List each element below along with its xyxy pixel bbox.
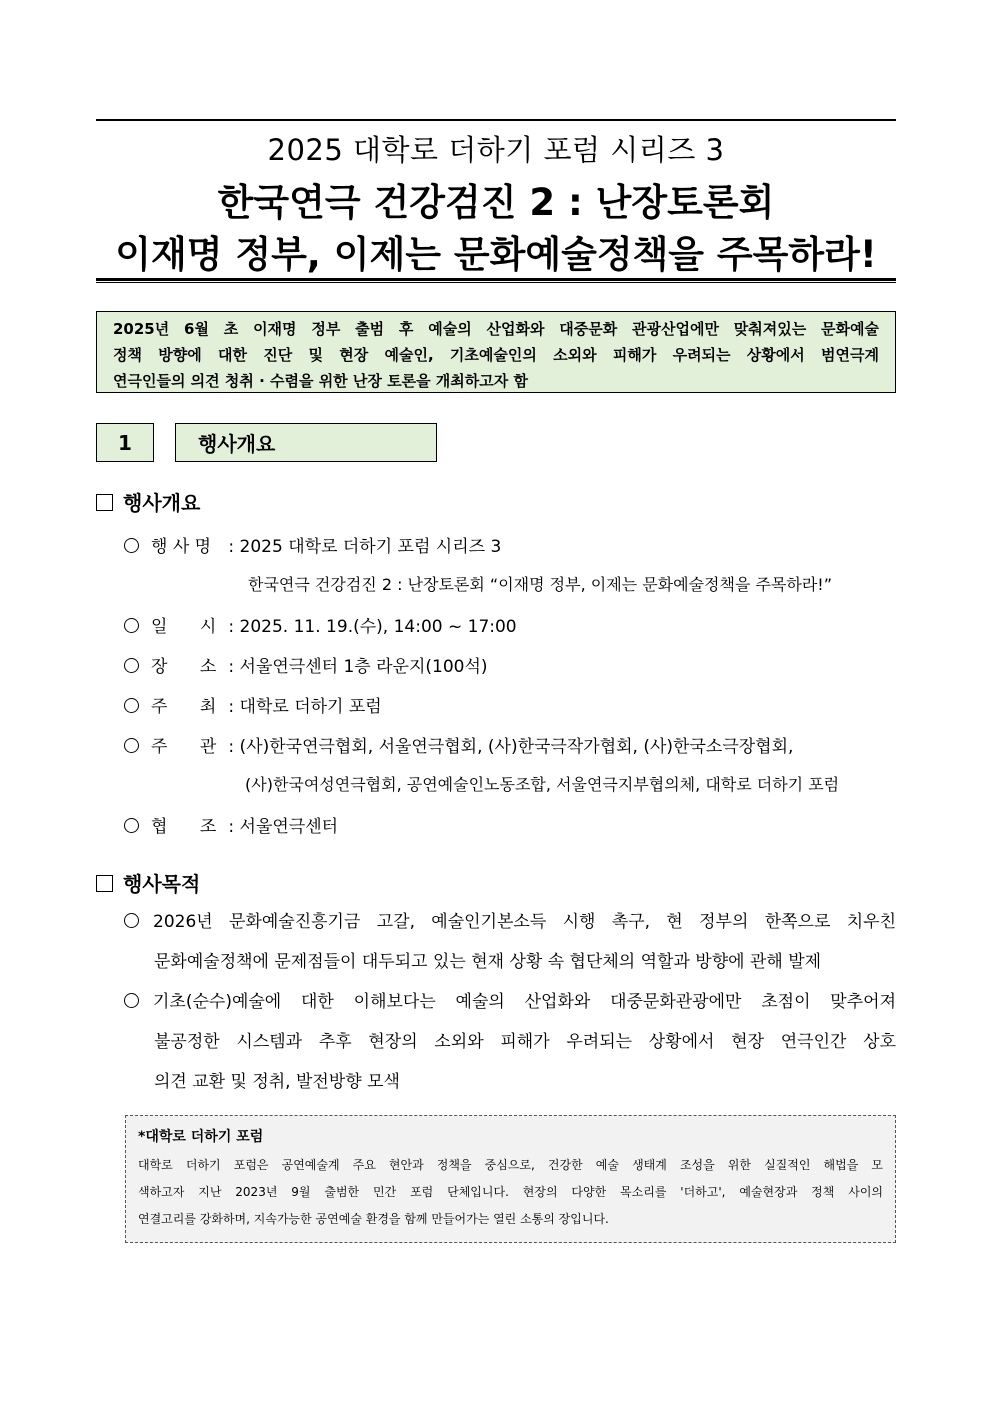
overview-item-support: 협 조 : 서울연극센터 xyxy=(124,812,338,837)
purpose-paragraph-1: 2026년 문화예술진흥기금 고갈, 예술인기본소득 시행 촉구, 현 정부의 한쪽으로 치우친 문화예술정책에 문제점들이 대두되고 있는 현재 상황 속 협단체의 역할과 방향에 관해 발제 xyxy=(124,902,896,982)
main-title: 한국연극 건강검진 2 : 난장토론회 xyxy=(217,181,775,224)
circle-bullet-icon xyxy=(124,538,139,553)
checkbox-square-icon xyxy=(96,494,113,511)
top-rule xyxy=(96,119,896,121)
sub-title: 이재명 정부, 이제는 문화예술정책을 주목하라! xyxy=(115,233,877,276)
overview-item-host: 주 최 : 대학로 더하기 포럼 xyxy=(124,692,382,717)
purpose-paragraph-2: 기초(순수)예술에 대한 이해보다는 예술의 산업화와 대중문화관광에만 초점이 맞추어져 불공정한 시스템과 추후 현장의 소외와 피해가 우려되는 상황에서 현장 연극인간 상호 의견 교환 및 정취, 발전방향 모색 xyxy=(124,982,896,1102)
circle-bullet-icon xyxy=(124,698,139,713)
circle-bullet-icon xyxy=(124,913,139,928)
purpose-heading: 행사목적 xyxy=(96,868,200,897)
note-line: 색하고자 지난 2023년 9월 출범한 민간 포럼 단체입니다. 현장의 다양한 목소리를 '더하고', 예술현장과 정책 사이의 xyxy=(138,1185,883,1199)
circle-bullet-icon xyxy=(124,738,139,753)
section-title: 행사개요 xyxy=(175,423,437,462)
overview-item-place: 장 소 : 서울연극센터 1층 라운지(100석) xyxy=(124,652,488,677)
summary-box xyxy=(96,311,896,393)
overview-item-name-cont: 한국연극 건강검진 2 : 난장토론회 “이재명 정부, 이제는 문화예술정책을 주목하라!” xyxy=(248,575,833,594)
summary-line: 2025년 6월 초 이재명 정부 출범 후 예술의 산업화와 대중문화 관광산업에만 맞춰져있는 문화예술 xyxy=(113,320,879,338)
circle-bullet-icon xyxy=(124,658,139,673)
summary-line: 연극인들의 의견 청취 · 수렴을 위한 난장 토론을 개최하고자 함 xyxy=(113,372,528,390)
note-title: *대학로 더하기 포럼 xyxy=(138,1129,264,1145)
series-title: 2025 대학로 더하기 포럼 시리즈 3 xyxy=(267,133,725,167)
checkbox-square-icon xyxy=(96,875,113,892)
overview-item-organizer: 주 관 : (사)한국연극협회, 서울연극협회, (사)한국극작가협회, (사)한국소극장협회, xyxy=(124,732,793,757)
note-line: 연결고리를 강화하며, 지속가능한 공연예술 환경을 함께 만들어가는 열린 소통의 장입니다. xyxy=(138,1212,609,1226)
circle-bullet-icon xyxy=(124,618,139,633)
circle-bullet-icon xyxy=(124,818,139,833)
summary-line: 정책 방향에 대한 진단 및 현장 예술인, 기초예술인의 소외와 피해가 우려되는 상황에서 범연극계 xyxy=(113,346,879,364)
overview-heading: 행사개요 xyxy=(96,487,200,516)
note-line: 대학로 더하기 포럼은 공연예술계 주요 현안과 정책을 중심으로, 건강한 예술 생태계 조성을 위한 실질적인 해법을 모 xyxy=(138,1158,883,1172)
bottom-rule xyxy=(96,278,896,283)
forum-note-box xyxy=(125,1115,896,1243)
overview-item-name: 행 사 명 : 2025 대학로 더하기 포럼 시리즈 3 xyxy=(124,532,501,557)
section-number: 1 xyxy=(96,423,154,462)
circle-bullet-icon xyxy=(124,993,139,1008)
overview-item-date: 일 시 : 2025. 11. 19.(수), 14:00 ~ 17:00 xyxy=(124,612,517,637)
overview-item-organizer-cont: (사)한국여성연극협회, 공연예술인노동조합, 서울연극지부협의체, 대학로 더하기 포럼 xyxy=(245,775,840,794)
